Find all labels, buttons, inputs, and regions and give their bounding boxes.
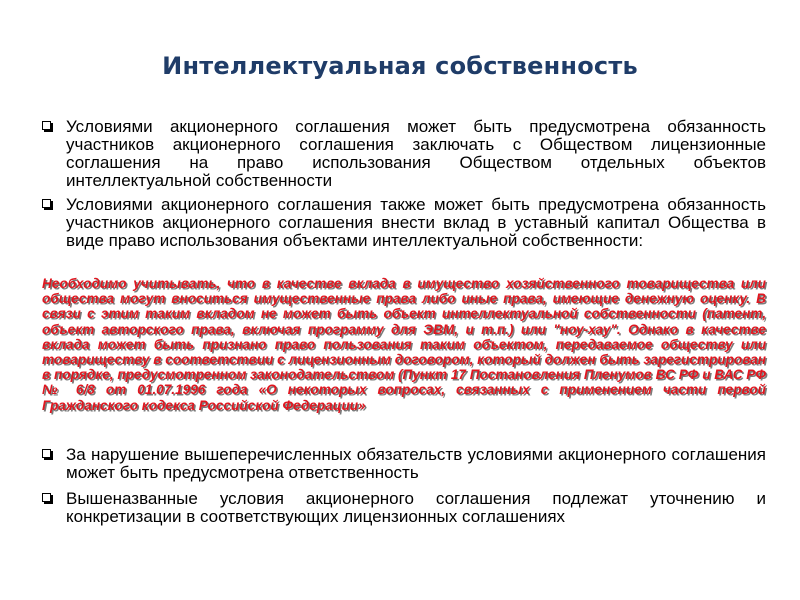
bullet-text: Вышеназванные условия акционерного соглашения подлежат уточнению и конкретизации в соответствующих лицензионных соглашениях: [66, 489, 766, 526]
bullet-text: За нарушение вышеперечисленных обязательств условиями акционерного соглашения может быть предусмотрена ответственность: [66, 445, 766, 482]
slide-title: Интеллектуальная собственность: [162, 52, 638, 80]
checkbox-bullet-icon: [42, 199, 51, 208]
bullet-text: Условиями акционерного соглашения также может быть предусмотрена обязанность участников акционерного соглашения внести вклад в уставный капитал Общества в виде право использования объектами интеллектуальной собственности:: [66, 195, 766, 250]
checkbox-bullet-icon: [42, 121, 51, 130]
checkbox-bullet-icon: [42, 449, 51, 458]
checkbox-bullet-icon: [42, 493, 51, 502]
bullet-item-4: [42, 490, 766, 526]
legal-note: Необходимо учитывать, что в качестве вклада в имущество хозяйственного товарищества или общества могут вноситься имущественные права либо иные права, имеющие денежную оценку. В связи с этим таким вкладом не может быть объект интеллектуальной собственности (патент, объект авторского права, включая программу для ЭВМ, и т.п.) или "ноу-хау". Однако в качестве вклада может быть признано право пользования таким объектом, передаваемое обществу или товариществу в соответствии с лицензионным договором, который должен быть зарегистрирован в порядке, предусмотренном законодательством (Пункт 17 Постановления Пленумов ВС РФ и ВАС РФ № 6/8 от 01.07.1996 года «О некоторых вопросах, связанных с применением части первой Гражданского кодекса Российской Федерации»: [42, 276, 766, 413]
bullet-item-3: [42, 446, 766, 482]
bullet-item-2: [42, 196, 766, 250]
bullet-item-1: [42, 118, 766, 190]
bullet-text: Условиями акционерного соглашения может быть предусмотрена обязанность участников акционерного соглашения заключать с Обществом лицензионные соглашения на право использования Обществом отдельных объектов интеллектуальной собственности: [66, 117, 766, 190]
